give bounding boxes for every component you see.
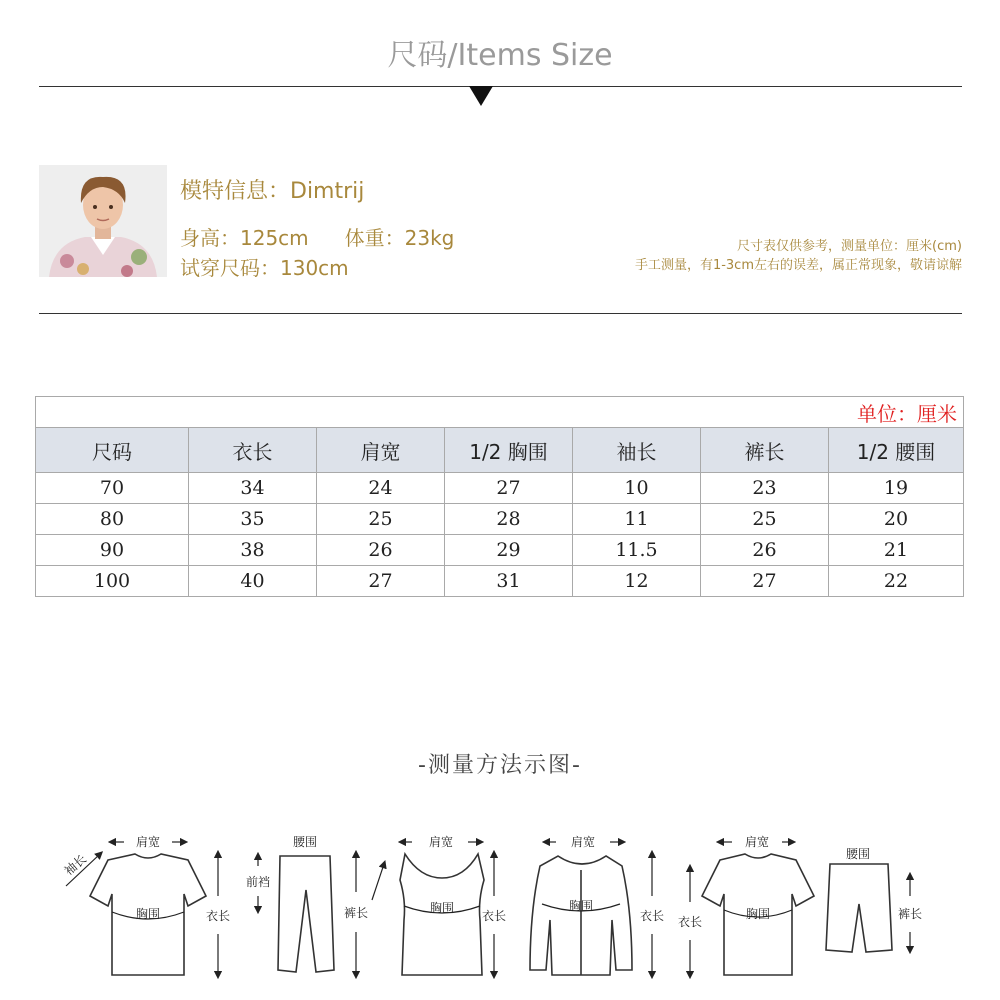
table-cell: 20 [829, 504, 964, 535]
label-chest-3: 胸围 [568, 899, 594, 913]
table-cell: 31 [445, 566, 573, 597]
model-name: 模特信息：Dimtrij [180, 179, 365, 204]
table-cell: 34 [189, 473, 317, 504]
table-cell: 23 [701, 473, 829, 504]
size-note-reference: 尺寸表仅供参考，测量单位：厘米(cm) [737, 239, 962, 254]
table-cell: 40 [189, 566, 317, 597]
table-row [36, 566, 964, 597]
label-sleeve: 袖长 [61, 851, 90, 879]
table-cell: 38 [189, 535, 317, 566]
label-chest-4: 胸围 [745, 907, 771, 921]
table-row [36, 504, 964, 535]
table-cell: 19 [829, 473, 964, 504]
size-note-error: 手工测量，有1-3cm左右的误差，属正常现象，敬请谅解 [634, 258, 962, 273]
label-shoulder-2: 肩宽 [428, 835, 454, 849]
jacket-shape [530, 856, 632, 975]
table-cell: 27 [701, 566, 829, 597]
page-title: 尺码/Items Size [387, 38, 613, 73]
table-cell: 100 [36, 566, 189, 597]
model-height: 身高：125cm [180, 226, 309, 250]
label-pants-length-2: 裤长 [897, 907, 923, 921]
diagram-title: -测量方法示图- [418, 753, 582, 778]
divider-arrow-icon [469, 86, 493, 106]
table-row [36, 473, 964, 504]
label-length-3: 衣长 [639, 909, 665, 923]
table-cell: 22 [829, 566, 964, 597]
table-cell: 11 [573, 504, 701, 535]
table-cell: 29 [445, 535, 573, 566]
model-height-weight [180, 222, 454, 251]
table-cell: 90 [36, 535, 189, 566]
label-length-4: 衣长 [677, 915, 703, 929]
size-table [35, 396, 964, 597]
model-photo [39, 165, 167, 277]
table-cell: 70 [36, 473, 189, 504]
table-cell: 24 [317, 473, 445, 504]
table-cell: 27 [445, 473, 573, 504]
label-waist-2: 腰围 [845, 847, 871, 861]
table-header: 1/2 腰围 [829, 428, 964, 473]
table-cell: 35 [189, 504, 317, 535]
table-header-row [36, 428, 964, 473]
label-front-rise: 前裆 [245, 875, 271, 889]
table-cell: 10 [573, 473, 701, 504]
table-header: 袖长 [573, 428, 701, 473]
info-divider [39, 313, 962, 314]
shorts-shape [826, 864, 892, 952]
table-header: 裤长 [701, 428, 829, 473]
table-header: 衣长 [189, 428, 317, 473]
pants-shape [278, 856, 334, 972]
label-chest-1: 胸围 [135, 907, 161, 921]
table-cell: 26 [701, 535, 829, 566]
table-unit: 单位：厘米 [36, 397, 964, 428]
table-header: 1/2 胸围 [445, 428, 573, 473]
table-row [36, 535, 964, 566]
label-shoulder-4: 肩宽 [744, 835, 770, 849]
measurement-diagram [0, 820, 1000, 995]
label-length-2: 衣长 [481, 909, 507, 923]
model-try-size: 试穿尺码：130cm [180, 256, 349, 280]
table-cell: 26 [317, 535, 445, 566]
table-cell: 21 [829, 535, 964, 566]
label-waist-1: 腰围 [292, 835, 318, 849]
table-cell: 28 [445, 504, 573, 535]
table-header: 尺码 [36, 428, 189, 473]
table-cell: 12 [573, 566, 701, 597]
top-divider [39, 86, 962, 87]
table-cell: 27 [317, 566, 445, 597]
table-cell: 80 [36, 504, 189, 535]
table-cell: 25 [317, 504, 445, 535]
label-chest-2: 胸围 [429, 901, 455, 915]
model-weight: 体重：23kg [344, 226, 455, 250]
label-length-1: 衣长 [205, 909, 231, 923]
table-header: 肩宽 [317, 428, 445, 473]
table-cell: 25 [701, 504, 829, 535]
label-pants-length-1: 裤长 [343, 906, 369, 920]
label-shoulder-1: 肩宽 [135, 835, 161, 849]
label-shoulder-3: 肩宽 [570, 835, 596, 849]
table-cell: 11.5 [573, 535, 701, 566]
